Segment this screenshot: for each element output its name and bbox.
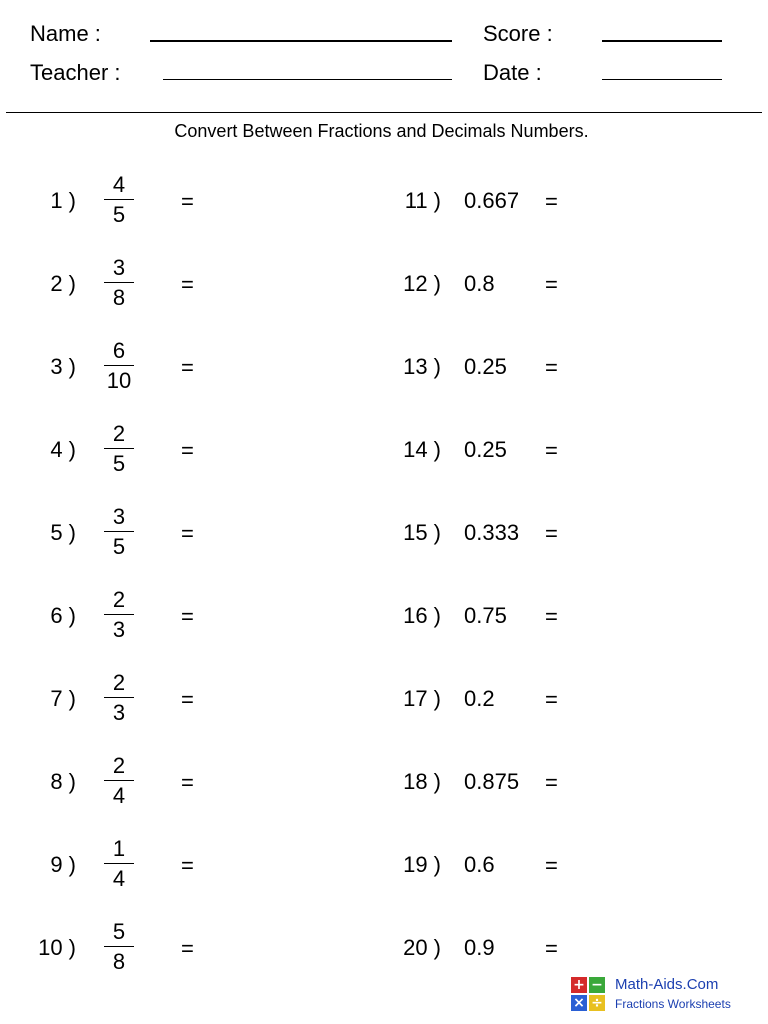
problem-number: 2 ) <box>50 271 76 296</box>
numerator: 4 <box>112 172 126 197</box>
name-label: Name : <box>30 21 101 46</box>
problem-row <box>0 173 380 233</box>
problem-number: 12 ) <box>403 271 441 296</box>
denominator: 3 <box>112 617 126 642</box>
problem-number: 10 ) <box>38 935 76 960</box>
problem-number: 18 ) <box>403 769 441 794</box>
problem-row <box>0 754 380 814</box>
score-field-line[interactable] <box>602 40 722 42</box>
instructions: Convert Between Fractions and Decimals Numbers. <box>174 121 589 141</box>
numerator: 2 <box>112 421 126 446</box>
decimal-value: 0.9 <box>464 935 495 960</box>
date-field-line[interactable] <box>602 79 722 80</box>
problem-row <box>380 256 768 316</box>
problem-number: 6 ) <box>50 603 76 628</box>
equals-sign: = <box>181 521 194 546</box>
denominator: 10 <box>106 368 132 393</box>
problem-row <box>380 339 768 399</box>
problem-number: 15 ) <box>403 520 441 545</box>
problem-number: 16 ) <box>403 603 441 628</box>
problem-number: 8 ) <box>50 769 76 794</box>
problem-row <box>0 671 380 731</box>
numerator: 2 <box>112 753 126 778</box>
problem-number: 5 ) <box>50 520 76 545</box>
decimal-value: 0.667 <box>464 188 520 213</box>
fraction-bar <box>104 282 134 283</box>
numerator: 1 <box>112 836 126 861</box>
denominator: 5 <box>112 451 126 476</box>
equals-sign: = <box>181 770 194 795</box>
denominator: 4 <box>112 783 126 808</box>
fraction-bar <box>104 531 134 532</box>
fraction <box>104 422 134 476</box>
numerator: 2 <box>112 670 126 695</box>
fraction-bar <box>104 863 134 864</box>
numerator: 2 <box>112 587 126 612</box>
fraction-bar <box>104 697 134 698</box>
numerator: 6 <box>112 338 126 363</box>
denominator: 3 <box>112 700 126 725</box>
equals-sign: = <box>181 936 194 961</box>
problem-row <box>380 837 768 897</box>
logo-site-name: Math-Aids.Com <box>615 976 719 993</box>
fraction <box>104 339 134 393</box>
problem-number: 9 ) <box>50 852 76 877</box>
numerator: 5 <box>112 919 126 944</box>
equals-sign: = <box>545 936 558 961</box>
fraction-bar <box>104 614 134 615</box>
logo-subtitle: Fractions Worksheets <box>615 997 731 1011</box>
fraction <box>104 754 134 808</box>
decimal-value: 0.25 <box>464 354 507 379</box>
denominator: 5 <box>112 202 126 227</box>
denominator: 8 <box>112 949 126 974</box>
equals-sign: = <box>545 189 558 214</box>
problem-row <box>380 505 768 565</box>
fraction-bar <box>104 448 134 449</box>
problem-number: 13 ) <box>403 354 441 379</box>
equals-sign: = <box>181 272 194 297</box>
equals-sign: = <box>181 604 194 629</box>
problem-row <box>380 754 768 814</box>
problem-number: 20 ) <box>403 935 441 960</box>
decimal-value: 0.2 <box>464 686 495 711</box>
multiply-icon: × <box>571 995 587 1011</box>
equals-sign: = <box>181 189 194 214</box>
fraction <box>104 920 134 974</box>
fraction-bar <box>104 199 134 200</box>
problem-number: 7 ) <box>50 686 76 711</box>
equals-sign: = <box>545 604 558 629</box>
divide-icon: ÷ <box>589 995 605 1011</box>
problem-row <box>0 339 380 399</box>
decimal-value: 0.25 <box>464 437 507 462</box>
problem-number: 11 ) <box>404 188 441 213</box>
fraction-bar <box>104 946 134 947</box>
problem-row <box>380 671 768 731</box>
equals-sign: = <box>181 438 194 463</box>
decimal-value: 0.75 <box>464 603 507 628</box>
decimal-value: 0.6 <box>464 852 495 877</box>
date-label: Date : <box>483 60 542 85</box>
fraction <box>104 588 134 642</box>
decimal-value: 0.333 <box>464 520 520 545</box>
denominator: 5 <box>112 534 126 559</box>
problem-row <box>0 256 380 316</box>
decimal-value: 0.8 <box>464 271 495 296</box>
problem-row <box>0 837 380 897</box>
equals-sign: = <box>545 438 558 463</box>
equals-sign: = <box>181 853 194 878</box>
teacher-label: Teacher : <box>30 60 121 85</box>
numerator: 3 <box>112 504 126 529</box>
fraction-bar <box>104 780 134 781</box>
problem-row <box>0 920 380 980</box>
decimal-value: 0.875 <box>464 769 520 794</box>
numerator: 3 <box>112 255 126 280</box>
problem-number: 3 ) <box>50 354 76 379</box>
problem-row <box>0 422 380 482</box>
problem-number: 14 ) <box>403 437 441 462</box>
problem-row <box>380 920 768 980</box>
denominator: 4 <box>112 866 126 891</box>
header-divider <box>6 112 762 113</box>
equals-sign: = <box>545 521 558 546</box>
problem-row <box>380 173 768 233</box>
plus-icon: + <box>571 977 587 993</box>
teacher-field-line[interactable] <box>163 79 452 80</box>
equals-sign: = <box>545 687 558 712</box>
problem-row <box>0 505 380 565</box>
equals-sign: = <box>181 687 194 712</box>
problem-number: 19 ) <box>403 852 441 877</box>
fraction <box>104 837 134 891</box>
fraction <box>104 505 134 559</box>
problem-row <box>380 422 768 482</box>
fraction <box>104 173 134 227</box>
problem-row <box>380 588 768 648</box>
equals-sign: = <box>545 272 558 297</box>
equals-sign: = <box>181 355 194 380</box>
fraction-bar <box>104 365 134 366</box>
denominator: 8 <box>112 285 126 310</box>
problem-row <box>0 588 380 648</box>
problem-number: 17 ) <box>403 686 441 711</box>
minus-icon: − <box>589 977 605 993</box>
score-label: Score : <box>483 21 553 46</box>
problem-number: 1 ) <box>50 188 76 213</box>
name-field-line[interactable] <box>150 40 452 42</box>
fraction <box>104 256 134 310</box>
math-aids-logo <box>569 975 768 1015</box>
fraction <box>104 671 134 725</box>
equals-sign: = <box>545 853 558 878</box>
equals-sign: = <box>545 770 558 795</box>
equals-sign: = <box>545 355 558 380</box>
problem-number: 4 ) <box>50 437 76 462</box>
